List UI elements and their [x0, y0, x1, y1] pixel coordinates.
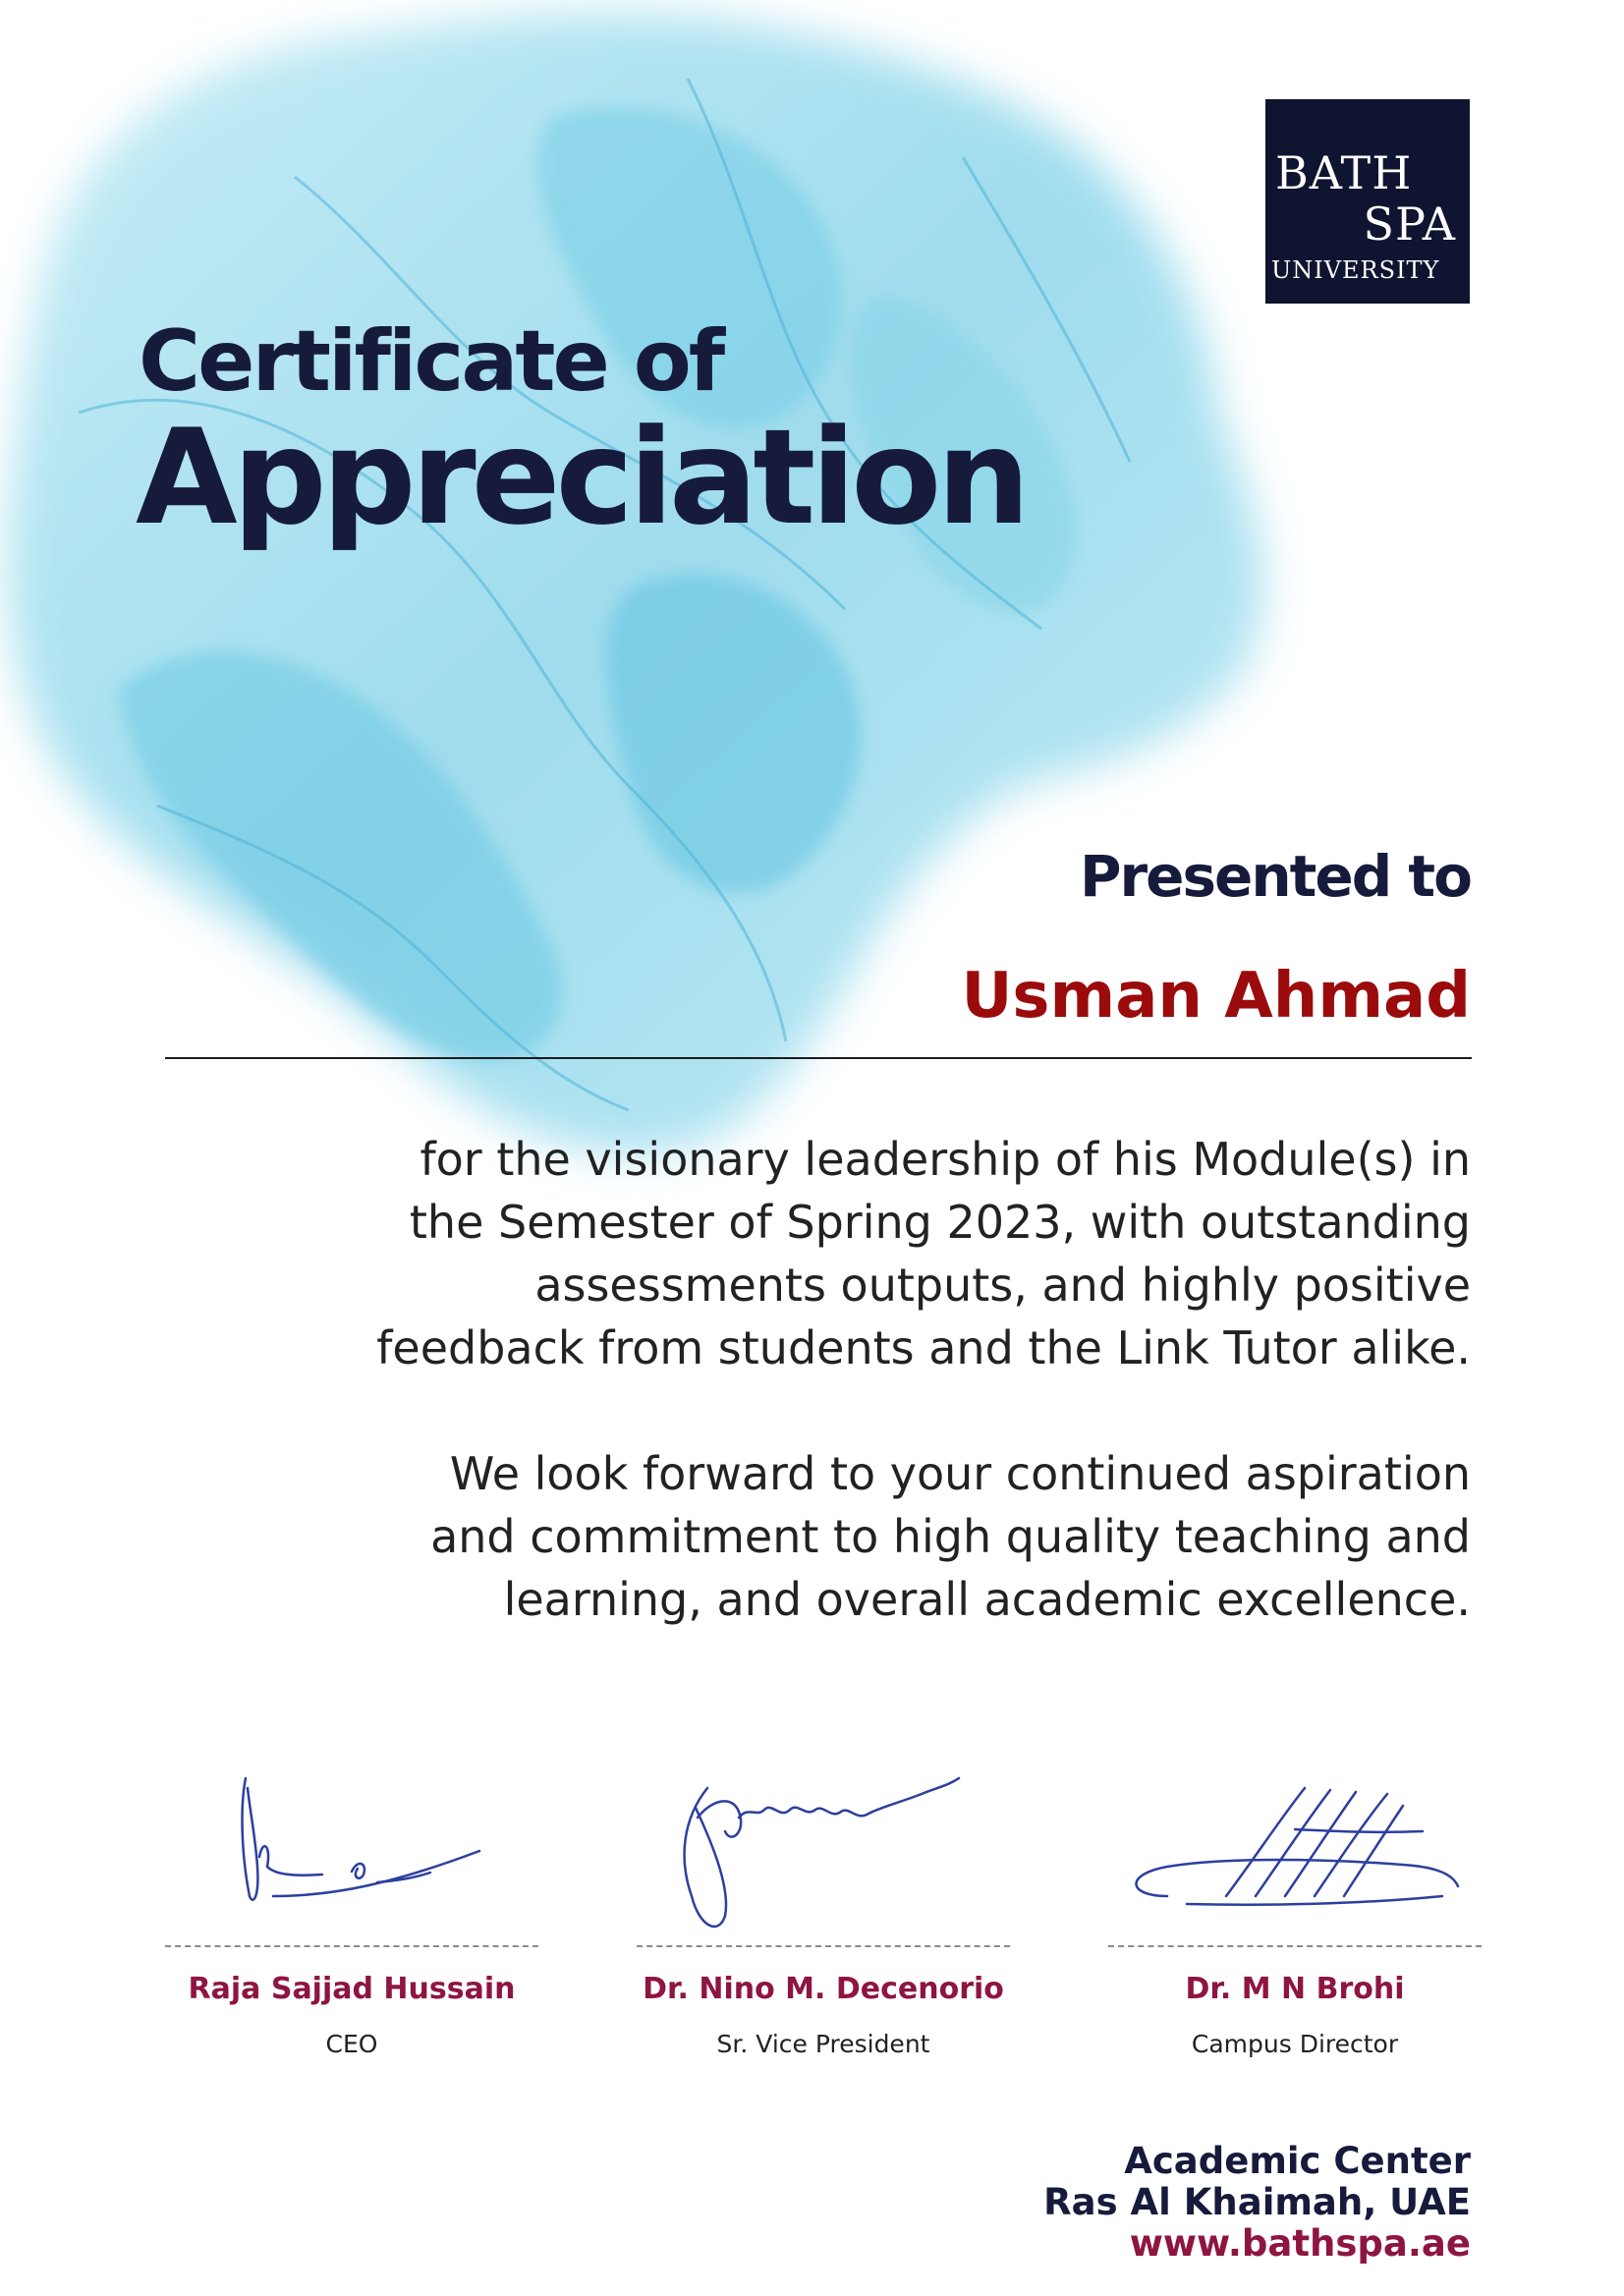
signature-block-ceo [165, 1749, 538, 2058]
closing-line: and commitment to high quality teaching and [430, 1510, 1471, 1563]
certificate-title-line2: Appreciation [136, 401, 1026, 554]
name-underline [165, 1057, 1472, 1059]
closing-line: learning, and overall academic excellence. [503, 1573, 1471, 1626]
signature-line [637, 1945, 1010, 1947]
signature-block-campus-director [1108, 1749, 1482, 2058]
handwritten-signature-campus-director [1108, 1749, 1482, 1945]
signatory-role: Sr. Vice President [716, 2030, 930, 2058]
signatory-name: Dr. M N Brohi [1185, 1972, 1405, 2006]
handwritten-signature-vice-president [637, 1749, 1010, 1945]
recipient-name: Usman Ahmad [961, 960, 1471, 1033]
footer-location: Ras Al Khaimah, UAE [1043, 2181, 1471, 2223]
closing-line: We look forward to your continued aspiration [449, 1447, 1471, 1500]
presented-to-label: Presented to [1080, 843, 1471, 910]
signature-line [165, 1945, 538, 1947]
signatory-role: CEO [325, 2030, 378, 2058]
footer-center-name: Academic Center [1124, 2140, 1471, 2182]
citation-line: feedback from students and the Link Tutor alike. [376, 1321, 1471, 1374]
citation-line: assessments outputs, and highly positive [534, 1259, 1471, 1312]
logo-line-spa: SPA [1363, 197, 1456, 251]
signature-line [1108, 1945, 1482, 1947]
signatory-name: Dr. Nino M. Decenorio [643, 1972, 1004, 2006]
bath-spa-logo [1265, 99, 1470, 304]
closing-paragraph [144, 1442, 1471, 1631]
certificate-title-line1: Certificate of [139, 312, 723, 411]
citation-line: for the visionary leadership of his Module(s) in [420, 1133, 1471, 1186]
signatory-role: Campus Director [1191, 2030, 1399, 2058]
signature-block-vice-president [637, 1749, 1010, 2058]
logo-line-bath: BATH [1275, 146, 1413, 199]
footer-website-link[interactable]: www.bathspa.ae [1129, 2222, 1471, 2265]
signatory-name: Raja Sajjad Hussain [188, 1972, 516, 2006]
citation-line: the Semester of Spring 2023, with outstanding [409, 1196, 1471, 1249]
citation-paragraph [144, 1128, 1471, 1379]
handwritten-signature-ceo [165, 1749, 538, 1945]
logo-line-university: UNIVERSITY [1271, 256, 1440, 284]
